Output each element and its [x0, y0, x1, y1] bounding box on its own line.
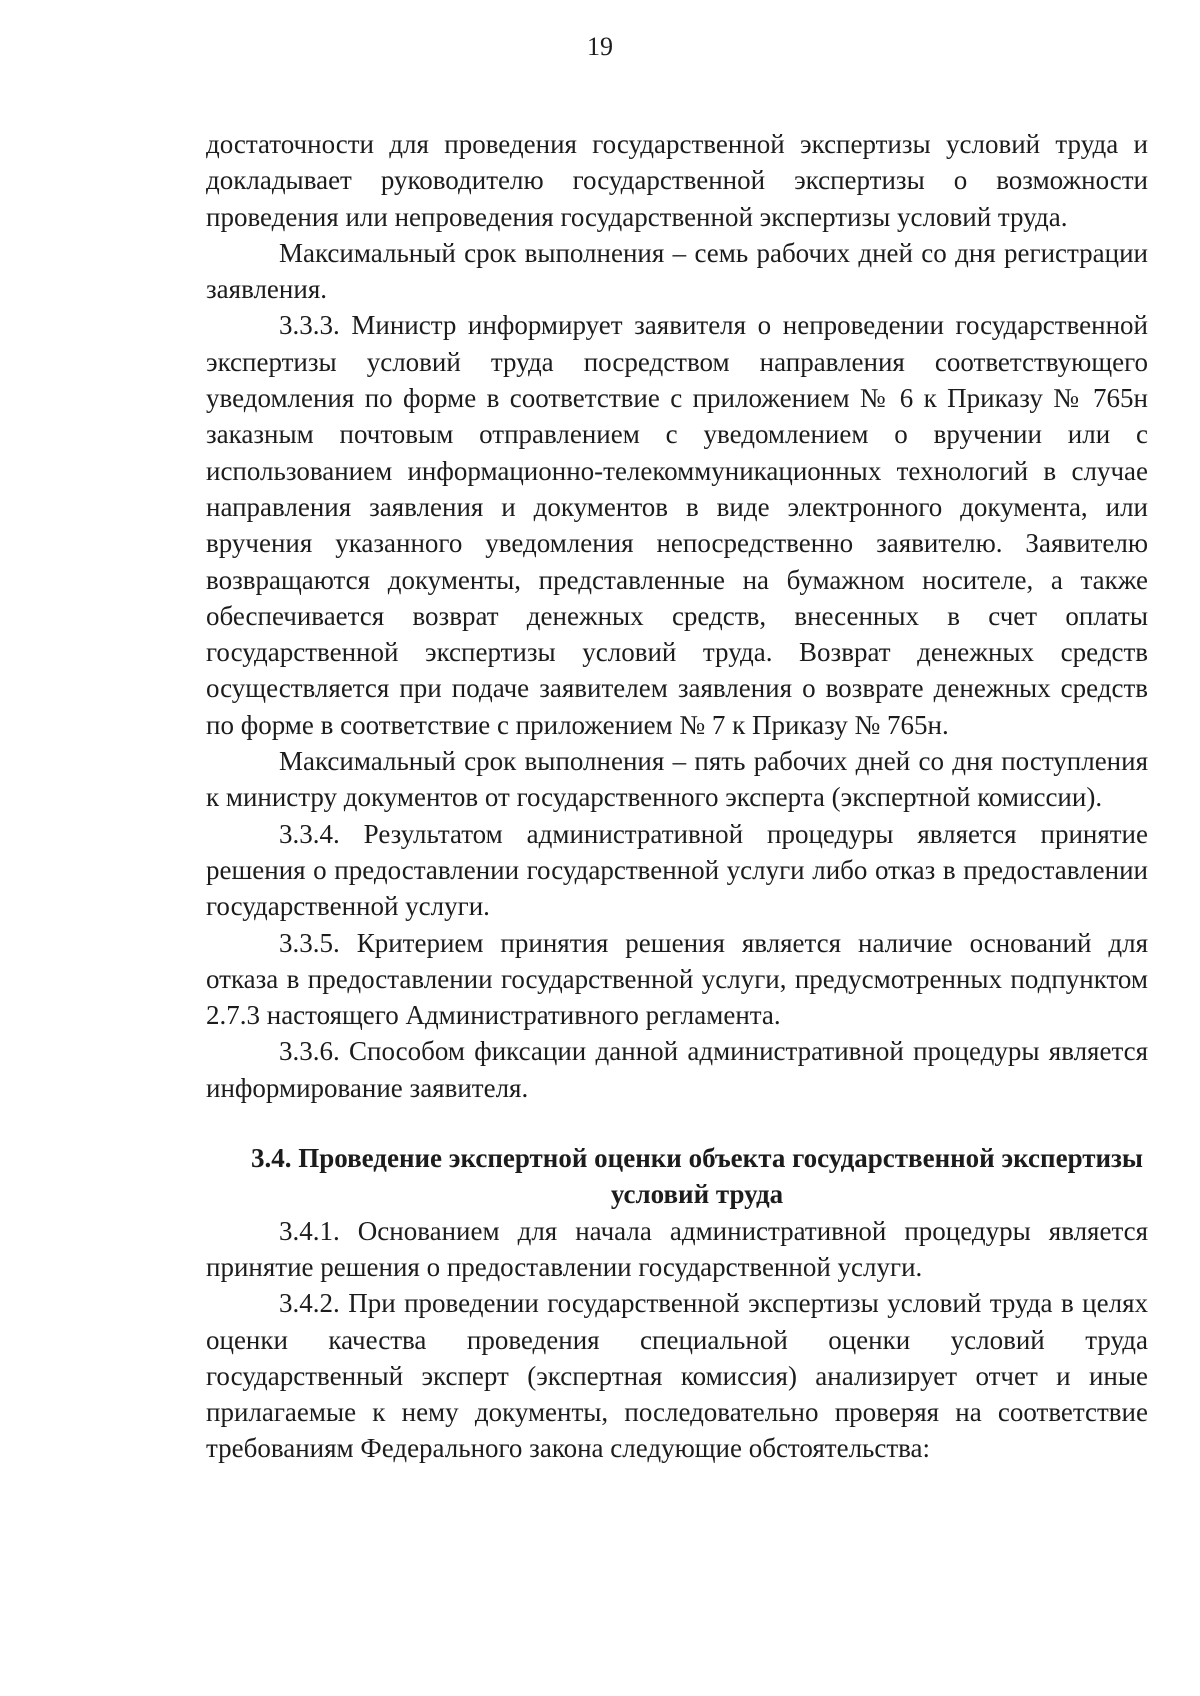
- paragraph-3-3-3: 3.3.3. Министр информирует заявителя о непроведении государственной экспертизы условий труда посредством направления соответствующего уведомления по форме в соответствие с приложением № 6 к Приказу № 765н заказным почтовым отправлением с уведомлением о вручении или с использованием информационно-телекоммуникационных технологий в случае направления заявления и документов в виде электронного документа, или вручения указанного уведомления непосредственно заявителю. Заявителю возвращаются документы, представленные на бумажном носителе, а также обеспечивается возврат денежных средств, внесенных в счет оплаты государственной экспертизы условий труда. Возврат денежных средств осуществляется при подаче заявителем заявления о возврате денежных средств по форме в соответствие с приложением № 7 к Приказу № 765н.: [206, 310, 1148, 740]
- paragraph-3-3-4: 3.3.4. Результатом административной процедуры является принятие решения о предоставлении государственной услуги либо отказ в предоставлении государственной услуги.: [206, 818, 1148, 922]
- paragraph-deadline-5-days: Максимальный срок выполнения – пять рабочих дней со дня поступления к министру документов от государственного эксперта (экспертной комиссии).: [206, 746, 1148, 813]
- paragraph-3-3-6: 3.3.6. Способом фиксации данной административной процедуры является информирование заявителя.: [206, 1036, 1148, 1103]
- document-body: [206, 126, 1148, 1467]
- paragraph-deadline-7-days: Максимальный срок выполнения – семь рабочих дней со дня регистрации заявления.: [206, 237, 1148, 305]
- paragraph-3-4-1: 3.4.1. Основанием для начала административной процедуры является принятие решения о предоставлении государственной услуги.: [206, 1215, 1148, 1282]
- page-number: 19: [587, 32, 613, 61]
- paragraph-continuation: достаточности для проведения государственной экспертизы условий труда и докладывает руководителю государственной экспертизы о возможности проведения или непроведения государственной экспертизы условий труда.: [206, 129, 1148, 232]
- paragraph-3-4-2: 3.4.2. При проведении государственной экспертизы условий труда в целях оценки качества проведения специальной оценки условий труда государственный эксперт (экспертная комиссия) анализирует отчет и иные прилагаемые к нему документы, последовательно проверяя на соответствие требованиям Федерального закона следующие обстоятельства:: [206, 1288, 1148, 1464]
- section-heading-3-4: 3.4. Проведение экспертной оценки объекта государственной экспертизы условий труда: [251, 1143, 1143, 1210]
- paragraph-3-3-5: 3.3.5. Критерием принятия решения является наличие оснований для отказа в предоставлении государственной услуги, предусмотренных подпунктом 2.7.3 настоящего Административного регламента.: [206, 927, 1148, 1031]
